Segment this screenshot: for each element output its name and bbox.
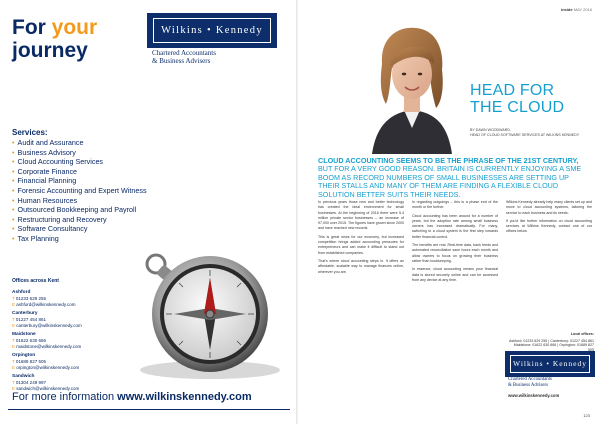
- bullet-icon: •: [12, 176, 15, 186]
- author-portrait-image: [352, 24, 462, 154]
- wilkins-kennedy-logo-small: [506, 352, 594, 388]
- website-link[interactable]: www.wilkinskennedy.com: [117, 391, 252, 403]
- services-heading: Services:: [12, 128, 48, 137]
- office-ashford: Ashford T 01233 629 255 E ashford@wilkinskennedy.com: [12, 290, 76, 307]
- running-head: inside MAY 2016: [561, 7, 592, 12]
- office-email-link[interactable]: canterbury@wilkinskennedy.com: [16, 322, 82, 328]
- logo-subtitle-1: Chartered Accountants: [508, 377, 552, 382]
- advert-page: [0, 0, 298, 424]
- phone-icon: T: [12, 380, 16, 385]
- advert-footer: For more information www.wilkinskennedy.com: [12, 391, 252, 403]
- phone-icon: T: [12, 317, 16, 322]
- article-headline: HEAD FOR THE CLOUD: [470, 82, 565, 116]
- title-accent-word: your: [51, 16, 98, 39]
- service-item: • Restructuring and Recovery: [12, 214, 107, 224]
- offices-list: [12, 278, 132, 395]
- page-number: 123: [583, 413, 590, 418]
- service-item: • Audit and Assurance: [12, 138, 84, 147]
- article-paragraph: This is great news for our economy, but increased competition brings added accounting pressures for entrepreneurs and can make it difficult to stand out from established companies.: [318, 234, 404, 255]
- article-paragraph: If you’d like further information on cloud accounting services at Wilkins Kennedy, contact one of our offices below.: [506, 218, 592, 234]
- phone-icon: T: [12, 296, 16, 301]
- bullet-icon: •: [12, 138, 15, 147]
- article-column-2: [412, 200, 498, 286]
- office-maidstone: Maidstone T 01622 630 666 E maidstone@wilkinskennedy.com: [12, 332, 82, 349]
- logo-wordmark: Wilkins • Kennedy: [161, 25, 263, 36]
- bullet-icon: •: [12, 233, 15, 243]
- email-icon: E: [12, 385, 17, 391]
- logo-subtitle-1: Chartered Accountants: [152, 49, 216, 57]
- article-paragraph: That’s where cloud accounting steps in. It offers an affordable, scalable way to manage finances online, wherever you are.: [318, 258, 404, 274]
- service-item: • Financial Planning: [12, 176, 77, 186]
- bullet-icon: •: [12, 224, 15, 234]
- service-item: • Forensic Accounting and Expert Witness: [12, 185, 147, 195]
- office-email-link[interactable]: maidstone@wilkinskennedy.com: [16, 343, 82, 349]
- service-item: • Human Resources: [12, 195, 78, 205]
- email-icon: E: [12, 364, 17, 370]
- article-paragraph: The benefits are real. Real-time data, bank feeds and automated reconciliation save hours each month and allow owners to focus on growing their business rather than bookkeeping.: [412, 243, 498, 263]
- service-item: • Software Consultancy: [12, 224, 88, 234]
- email-icon: E: [12, 343, 17, 349]
- service-item: • Outsourced Bookkeeping and Payroll: [12, 205, 137, 215]
- service-item: • Cloud Accounting Services: [12, 157, 104, 167]
- bullet-icon: •: [12, 205, 15, 215]
- offices-heading: Offices across Kent: [12, 278, 59, 284]
- article-byline: BY DAWN WOODWARD, HEAD OF CLOUD SOFTWARE SERVICES AT WILKINS KENNEDY: [470, 128, 580, 137]
- service-item: • Corporate Finance: [12, 166, 78, 176]
- article-website-link[interactable]: www.wilkinskennedy.com: [508, 393, 560, 398]
- phone-icon: T: [12, 359, 16, 364]
- local-offices-contact: Local offices: Ashford: 01233 629 255 | Canterbury: 01227 454 861 Maidstone: 01622 630 666 | Orpington: 01689 827 505: [508, 332, 594, 352]
- compass-icon: [118, 232, 293, 382]
- wilkins-kennedy-logo: [148, 14, 276, 65]
- office-canterbury: Canterbury T 01227 454 861 E canterbury@wilkinskennedy.com: [12, 311, 82, 328]
- bullet-icon: •: [12, 147, 15, 157]
- phone-icon: T: [12, 338, 16, 343]
- office-orpington: Orpington T 01689 827 505 E orpington@wilkinskennedy.com: [12, 353, 80, 370]
- article-paragraph: In previous years those new and better technology has created the ideal environment for small businesses. At the beginning of 2016 there were 5.4 million private sector businesses – an increase of 97,000 over 2015. The figures have grown since 2000 and have reached new records.: [318, 200, 404, 231]
- article-paragraph: In regarding outgoings – this is a phase end of the month or the further.: [412, 200, 498, 210]
- footer-divider: [8, 409, 290, 410]
- article-column-1: [318, 200, 404, 278]
- office-email-link[interactable]: sandwich@wilkinskennedy.com: [16, 385, 80, 391]
- article-column-3: [506, 200, 592, 238]
- service-item: • Tax Planning: [12, 233, 59, 243]
- email-icon: E: [12, 301, 17, 307]
- logo-subtitle-2: & Business Advisers: [508, 382, 548, 388]
- bullet-icon: •: [12, 195, 15, 205]
- office-email-link[interactable]: orpington@wilkinskennedy.com: [16, 364, 80, 370]
- advert-title: For your journey: [12, 16, 98, 62]
- logo-wordmark: Wilkins • Kennedy: [513, 359, 587, 368]
- bullet-icon: •: [12, 214, 15, 224]
- article-paragraph: In essence, cloud accounting means your financial data is stored securely online and can be accessed from any device at any time.: [412, 267, 498, 282]
- article-standfirst: CLOUD ACCOUNTING SEEMS TO BE THE PHRASE OF THE 21ST CENTURY, BUT FOR A VERY GOOD REASON. BRITAIN IS CURRENTLY ENJOYING A SME BOOM AS RECORD NUMBERS OF SMALL BUSINESSES ARE SETTING UP THEIR STALLS AND MANY OF THEM ARE FINDING A FLEXIBLE CLOUD SOLUTION BETTER SUITS THEIR NEEDS.: [318, 156, 582, 199]
- logo-subtitle-2: & Business Advisers: [152, 57, 211, 65]
- bullet-icon: •: [12, 166, 15, 176]
- services-list: [12, 128, 147, 244]
- bullet-icon: •: [12, 185, 15, 195]
- article-paragraph: Wilkins Kennedy already help many clients set up and move to cloud accounting systems, tailoring the service to each business and its needs.: [506, 200, 592, 215]
- article-paragraph: Cloud accounting has been around for a number of years, but the adoption rate among small business owners has increased dramatically. For many, switching to a cloud system is the first step towards better financial control.: [412, 213, 498, 239]
- bullet-icon: •: [12, 157, 15, 167]
- office-email-link[interactable]: ashford@wilkinskennedy.com: [16, 301, 76, 307]
- service-item: • Business Advisory: [12, 147, 76, 157]
- email-icon: E: [12, 322, 17, 328]
- office-sandwich: Sandwich T 01304 249 997 E sandwich@wilkinskennedy.com: [12, 374, 80, 391]
